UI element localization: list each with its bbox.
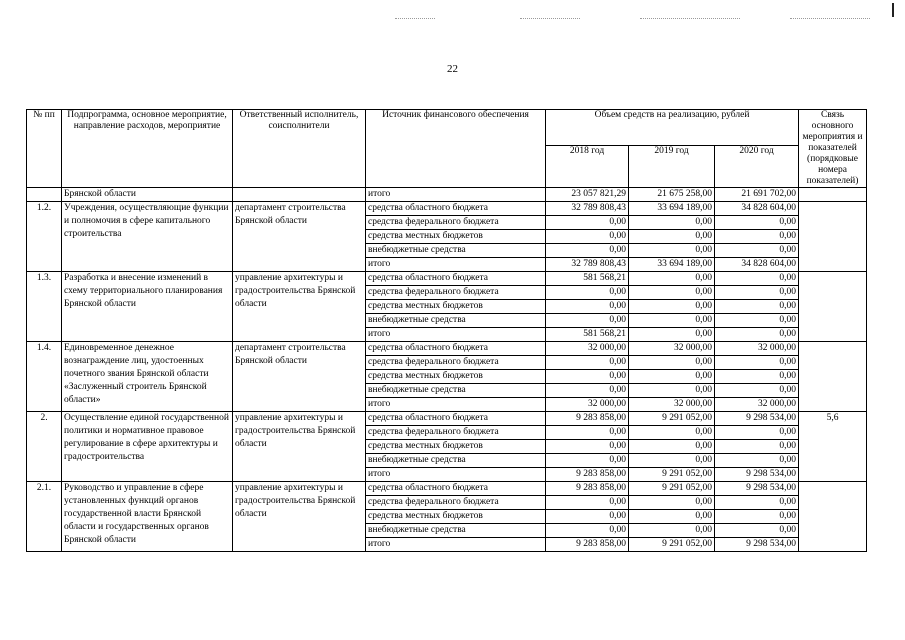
amount-2018: 32 000,00 bbox=[546, 398, 629, 412]
funding-source: средства областного бюджета bbox=[366, 412, 546, 426]
table-row bbox=[27, 412, 867, 426]
header-year-2020: 2020 год bbox=[715, 146, 799, 188]
amount-2018: 0,00 bbox=[546, 314, 629, 328]
funding-source: внебюджетные средства bbox=[366, 384, 546, 398]
amount-2018: 0,00 bbox=[546, 440, 629, 454]
funding-source: средства областного бюджета bbox=[366, 202, 546, 216]
funding-source: внебюджетные средства bbox=[366, 314, 546, 328]
amount-2018: 9 283 858,00 bbox=[546, 538, 629, 552]
amount-2020: 0,00 bbox=[715, 440, 799, 454]
indicator-link bbox=[799, 272, 867, 342]
amount-2019: 0,00 bbox=[629, 510, 715, 524]
scan-edge-mark bbox=[892, 3, 894, 17]
amount-2020: 0,00 bbox=[715, 230, 799, 244]
amount-2020: 0,00 bbox=[715, 286, 799, 300]
amount-2019: 0,00 bbox=[629, 314, 715, 328]
indicator-link: 5,6 bbox=[799, 412, 867, 482]
amount-2018: 32 789 808,43 bbox=[546, 202, 629, 216]
amount-2020: 32 000,00 bbox=[715, 342, 799, 356]
funding-source: итого bbox=[366, 398, 546, 412]
amount-2018: 0,00 bbox=[546, 370, 629, 384]
table-body bbox=[27, 188, 867, 552]
table-header bbox=[27, 110, 867, 188]
amount-2018: 32 000,00 bbox=[546, 342, 629, 356]
amount-2020: 0,00 bbox=[715, 272, 799, 286]
header-num: № пп bbox=[27, 110, 62, 188]
indicator-link bbox=[799, 202, 867, 272]
amount-2019: 32 000,00 bbox=[629, 398, 715, 412]
header-link: Связь основного мероприятия и показателей (порядковые номера показателей) bbox=[799, 110, 867, 188]
amount-2019: 0,00 bbox=[629, 272, 715, 286]
item-name: Руководство и управление в сфере установленных функций органов государственной власти Брянской области и государственных органов Брянской области bbox=[62, 482, 233, 552]
item-executor: департамент строительства Брянской области bbox=[233, 202, 366, 272]
item-executor: управление архитектуры и градостроительства Брянской области bbox=[233, 272, 366, 342]
amount-2018: 9 283 858,00 bbox=[546, 412, 629, 426]
item-name: Осуществление единой государственной политики и нормативное правовое регулирование в сфере архитектуры и градостроительства bbox=[62, 412, 233, 482]
amount-2019: 33 694 189,00 bbox=[629, 258, 715, 272]
indicator-link bbox=[799, 482, 867, 552]
amount-2019: 33 694 189,00 bbox=[629, 202, 715, 216]
header-executor: Ответственный исполнитель, соисполнители bbox=[233, 110, 366, 188]
item-name: Брянской области bbox=[62, 188, 233, 202]
funding-source: средства местных бюджетов bbox=[366, 300, 546, 314]
item-executor: департамент строительства Брянской области bbox=[233, 342, 366, 412]
amount-2018: 0,00 bbox=[546, 230, 629, 244]
amount-2019: 9 291 052,00 bbox=[629, 412, 715, 426]
item-executor bbox=[233, 188, 366, 202]
funding-source: средства местных бюджетов bbox=[366, 370, 546, 384]
amount-2020: 0,00 bbox=[715, 524, 799, 538]
amount-2019: 21 675 258,00 bbox=[629, 188, 715, 202]
funding-source: внебюджетные средства bbox=[366, 524, 546, 538]
amount-2018: 0,00 bbox=[546, 510, 629, 524]
amount-2019: 0,00 bbox=[629, 216, 715, 230]
item-number: 2.1. bbox=[27, 482, 62, 552]
amount-2018: 0,00 bbox=[546, 356, 629, 370]
amount-2020: 0,00 bbox=[715, 216, 799, 230]
funding-source: итого bbox=[366, 538, 546, 552]
amount-2020: 0,00 bbox=[715, 314, 799, 328]
header-volume: Объем средств на реализацию, рублей bbox=[546, 110, 799, 146]
funding-source: внебюджетные средства bbox=[366, 244, 546, 258]
item-executor: управление архитектуры и градостроительства Брянской области bbox=[233, 482, 366, 552]
amount-2018: 0,00 bbox=[546, 286, 629, 300]
amount-2020: 0,00 bbox=[715, 370, 799, 384]
amount-2020: 32 000,00 bbox=[715, 398, 799, 412]
table-row bbox=[27, 202, 867, 216]
indicator-link bbox=[799, 342, 867, 412]
amount-2020: 0,00 bbox=[715, 384, 799, 398]
amount-2019: 9 291 052,00 bbox=[629, 538, 715, 552]
item-name: Разработка и внесение изменений в схему территориального планирования Брянской области bbox=[62, 272, 233, 342]
scan-artifact bbox=[395, 18, 435, 20]
header-year-2019: 2019 год bbox=[629, 146, 715, 188]
amount-2020: 0,00 bbox=[715, 496, 799, 510]
funding-source: средства местных бюджетов bbox=[366, 440, 546, 454]
amount-2018: 0,00 bbox=[546, 454, 629, 468]
amount-2018: 32 789 808,43 bbox=[546, 258, 629, 272]
amount-2019: 0,00 bbox=[629, 384, 715, 398]
amount-2020: 0,00 bbox=[715, 454, 799, 468]
amount-2019: 9 291 052,00 bbox=[629, 482, 715, 496]
funding-source: средства местных бюджетов bbox=[366, 510, 546, 524]
amount-2019: 0,00 bbox=[629, 286, 715, 300]
amount-2018: 0,00 bbox=[546, 426, 629, 440]
amount-2019: 0,00 bbox=[629, 426, 715, 440]
budget-table bbox=[26, 109, 867, 552]
amount-2018: 0,00 bbox=[546, 216, 629, 230]
page-number: 22 bbox=[447, 63, 458, 75]
header-year-2018: 2018 год bbox=[546, 146, 629, 188]
funding-source: средства областного бюджета bbox=[366, 482, 546, 496]
amount-2020: 9 298 534,00 bbox=[715, 412, 799, 426]
amount-2019: 0,00 bbox=[629, 370, 715, 384]
amount-2019: 0,00 bbox=[629, 244, 715, 258]
amount-2020: 21 691 702,00 bbox=[715, 188, 799, 202]
amount-2019: 32 000,00 bbox=[629, 342, 715, 356]
amount-2018: 23 057 821,29 bbox=[546, 188, 629, 202]
header-subprogram: Подпрограмма, основное мероприятие, направление расходов, мероприятие bbox=[62, 110, 233, 188]
amount-2020: 34 828 604,00 bbox=[715, 202, 799, 216]
amount-2020: 0,00 bbox=[715, 244, 799, 258]
table-row bbox=[27, 342, 867, 356]
amount-2019: 0,00 bbox=[629, 440, 715, 454]
funding-source: средства федерального бюджета bbox=[366, 426, 546, 440]
header-source: Источник финансового обеспечения bbox=[366, 110, 546, 188]
amount-2020: 0,00 bbox=[715, 510, 799, 524]
amount-2020: 9 298 534,00 bbox=[715, 538, 799, 552]
funding-source: средства федерального бюджета bbox=[366, 496, 546, 510]
amount-2020: 0,00 bbox=[715, 356, 799, 370]
funding-source: средства областного бюджета bbox=[366, 272, 546, 286]
funding-source: средства федерального бюджета bbox=[366, 356, 546, 370]
funding-source: средства областного бюджета bbox=[366, 342, 546, 356]
amount-2019: 0,00 bbox=[629, 454, 715, 468]
item-name: Единовременное денежное вознаграждение лиц, удостоенных почетного звания Брянской области «Заслуженный строитель Брянской области» bbox=[62, 342, 233, 412]
funding-source: средства местных бюджетов bbox=[366, 230, 546, 244]
funding-source: итого bbox=[366, 328, 546, 342]
item-executor: управление архитектуры и градостроительства Брянской области bbox=[233, 412, 366, 482]
funding-source: итого bbox=[366, 468, 546, 482]
amount-2019: 0,00 bbox=[629, 328, 715, 342]
amount-2020: 0,00 bbox=[715, 426, 799, 440]
amount-2018: 0,00 bbox=[546, 300, 629, 314]
total-row bbox=[27, 188, 867, 202]
amount-2018: 9 283 858,00 bbox=[546, 468, 629, 482]
item-number: 2. bbox=[27, 412, 62, 482]
amount-2018: 9 283 858,00 bbox=[546, 482, 629, 496]
amount-2018: 0,00 bbox=[546, 524, 629, 538]
table-row bbox=[27, 272, 867, 286]
funding-source: средства федерального бюджета bbox=[366, 216, 546, 230]
amount-2020: 34 828 604,00 bbox=[715, 258, 799, 272]
funding-source: итого bbox=[366, 258, 546, 272]
scan-artifact bbox=[640, 18, 740, 20]
amount-2020: 0,00 bbox=[715, 328, 799, 342]
item-number: 1.4. bbox=[27, 342, 62, 412]
funding-source: внебюджетные средства bbox=[366, 454, 546, 468]
amount-2020: 0,00 bbox=[715, 300, 799, 314]
scan-artifact bbox=[790, 18, 870, 20]
table-row bbox=[27, 482, 867, 496]
amount-2018: 581 568,21 bbox=[546, 328, 629, 342]
item-number: 1.2. bbox=[27, 202, 62, 272]
amount-2020: 9 298 534,00 bbox=[715, 468, 799, 482]
indicator-link bbox=[799, 188, 867, 202]
amount-2019: 0,00 bbox=[629, 496, 715, 510]
item-name: Учреждения, осуществляющие функции и полномочия в сфере капитального строительства bbox=[62, 202, 233, 272]
funding-source: средства федерального бюджета bbox=[366, 286, 546, 300]
item-number: 1.3. bbox=[27, 272, 62, 342]
funding-source: итого bbox=[366, 188, 546, 202]
amount-2018: 0,00 bbox=[546, 384, 629, 398]
amount-2020: 9 298 534,00 bbox=[715, 482, 799, 496]
item-number bbox=[27, 188, 62, 202]
amount-2018: 0,00 bbox=[546, 496, 629, 510]
amount-2018: 0,00 bbox=[546, 244, 629, 258]
amount-2019: 0,00 bbox=[629, 524, 715, 538]
amount-2019: 0,00 bbox=[629, 230, 715, 244]
amount-2019: 9 291 052,00 bbox=[629, 468, 715, 482]
amount-2018: 581 568,21 bbox=[546, 272, 629, 286]
amount-2019: 0,00 bbox=[629, 300, 715, 314]
amount-2019: 0,00 bbox=[629, 356, 715, 370]
scan-artifact bbox=[520, 18, 580, 20]
